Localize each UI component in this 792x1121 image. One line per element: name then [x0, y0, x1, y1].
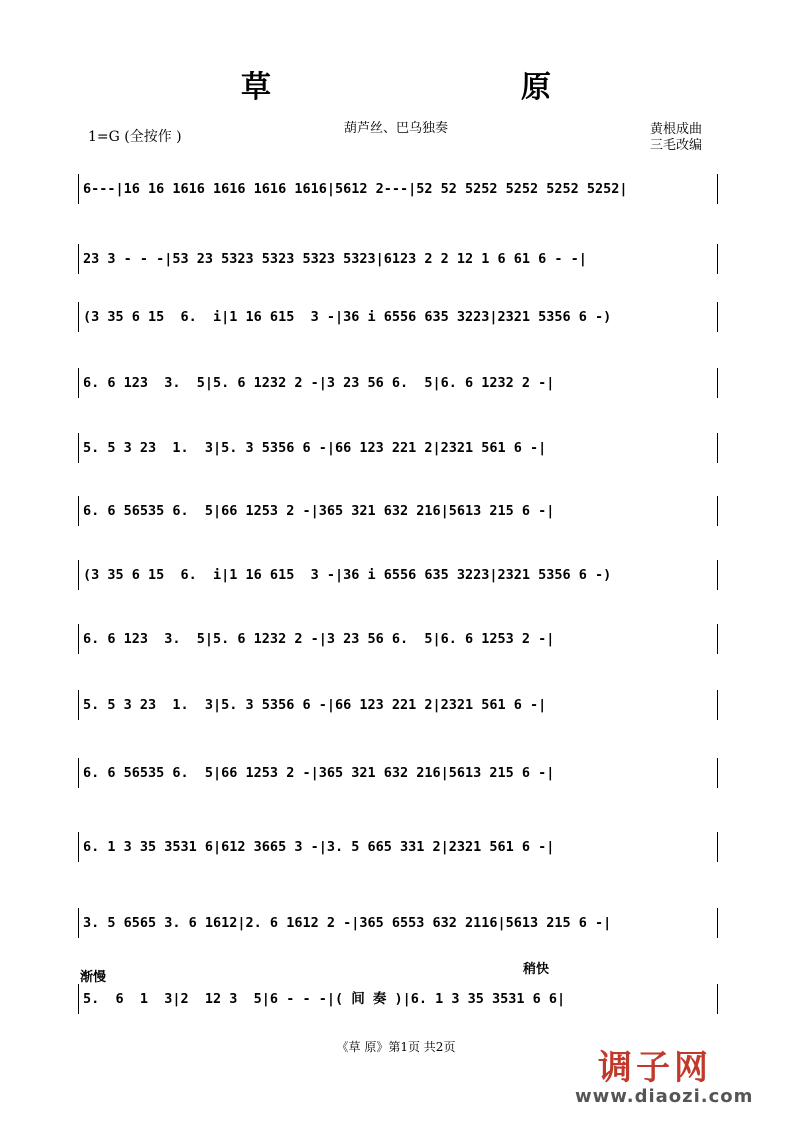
- score-row-6: 6. 6 56535 6. 5|66 1253 2 -|365 321 632 216|5613 215 6 -|: [78, 496, 718, 526]
- score-row-10: 6. 6 56535 6. 5|66 1253 2 -|365 321 632 216|5613 215 6 -|: [78, 758, 718, 788]
- composer: 黄根成曲: [650, 122, 703, 137]
- watermark-url: www.diaozi.com: [575, 1086, 754, 1107]
- score-row-4: 6. 6 123 3. 5|5. 6 1232 2 -|3 23 56 6. 5|6. 6 1232 2 -|: [78, 368, 718, 398]
- credits: [650, 122, 702, 154]
- key-signature: 1=G (全按作 ): [88, 129, 182, 145]
- score-row-9: 5. 5 3 23 1. 3|5. 3 5356 6 -|66 123 221 2|2321 561 6 -|: [78, 690, 718, 720]
- score-row-7: (3 35 6 15 6. i|1 16 615 3 -|36 i 6556 635 3223|2321 5356 6 -): [78, 560, 718, 590]
- score-row-11: 6. 1 3 35 3531 6|612 3665 3 -|3. 5 665 331 2|2321 561 6 -|: [78, 832, 718, 862]
- watermark-logo: 调子网: [598, 1048, 712, 1088]
- page-footer: 《草 原》第1页 共2页: [336, 1040, 456, 1054]
- tempo-fast: 稍快: [523, 962, 550, 977]
- subtitle: 葫芦丝、巴乌独奏: [343, 121, 448, 136]
- score-row-8: 6. 6 123 3. 5|5. 6 1232 2 -|3 23 56 6. 5|6. 6 1253 2 -|: [78, 624, 718, 654]
- tempo-slow: 渐慢: [80, 970, 107, 985]
- score-row-3: (3 35 6 15 6. i|1 16 615 3 -|36 i 6556 635 3223|2321 5356 6 -): [78, 302, 718, 332]
- score-row-2: 23 3 - - -|53 23 5323 5323 5323 5323|6123 2 2 12 1 6 61 6 - -|: [78, 244, 718, 274]
- score-row-12: 3. 5 6565 3. 6 1612|2. 6 1612 2 -|365 6553 632 2116|5613 215 6 -|: [78, 908, 718, 938]
- score-row-13: 5. 6 1 3|2 12 3 5|6 - - -|( 间 奏 )|6. 1 3 35 3531 6 6|: [78, 984, 718, 1014]
- score-row-5: 5. 5 3 23 1. 3|5. 3 5356 6 -|66 123 221 2|2321 561 6 -|: [78, 433, 718, 463]
- score-row-1: 6---|16 16 1616 1616 1616 1616|5612 2---|52 52 5252 5252 5252 5252|: [78, 174, 718, 204]
- page-title: 草 原: [241, 70, 661, 105]
- arranger: 三毛改编: [650, 138, 703, 153]
